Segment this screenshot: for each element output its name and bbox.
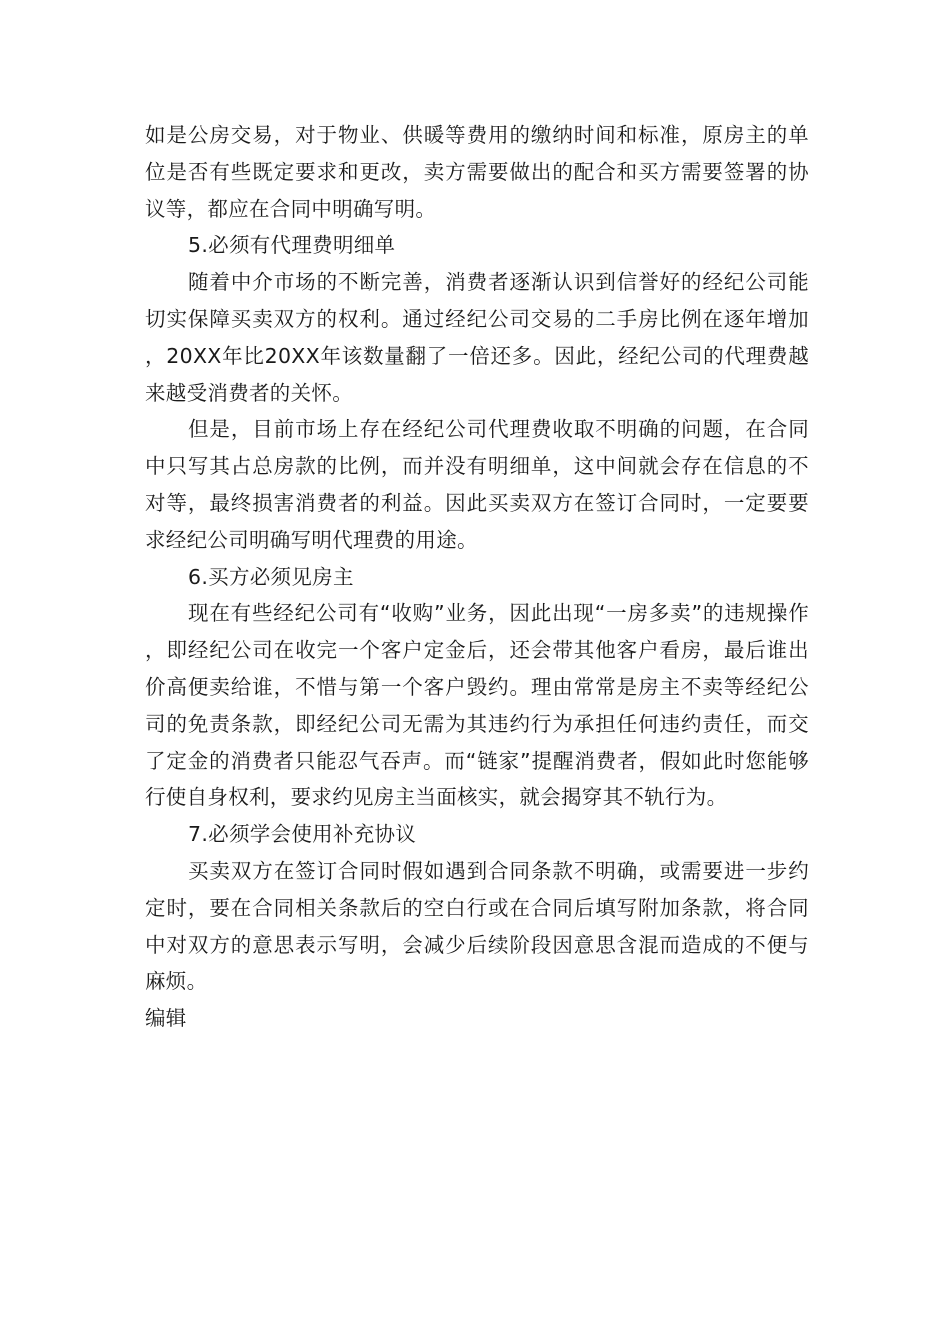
paragraph-agency-fee-issue: 但是，目前市场上存在经纪公司代理费收取不明确的问题，在合同中只写其占总房款的比例，而并没有明细单，这中间就会存在信息的不对等，最终损害消费者的利益。因此买卖双方在签订合同时，一定要要求经纪公司明确写明代理费的用途。: [145, 417, 809, 552]
section-heading-6: 6.买方必须见房主: [188, 564, 354, 589]
paragraph-agency-market: 随着中介市场的不断完善，消费者逐渐认识到信誉好的经纪公司能切实保障买卖双方的权利。通过经纪公司交易的二手房比例在逐年增加，20XX年比20XX年该数量翻了一倍还多。因此，经纪公司的代理费越来越受消费者的关怀。: [145, 270, 809, 405]
edit-label: 编辑: [145, 1006, 187, 1031]
paragraph-meet-owner: 现在有些经纪公司有“收购”业务，因此出现“一房多卖”的违规操作，即经纪公司在收完一个客户定金后，还会带其他客户看房，最后谁出价高便卖给谁，不惜与第一个客户毁约。理由常常是房主不卖等经纪公司的免责条款，即经纪公司无需为其违约行为承担任何违约责任，而交了定金的消费者只能忍气吞声。而“链家”提醒消费者，假如此时您能够行使自身权利，要求约见房主当面核实，就会揭穿其不轨行为。: [145, 601, 809, 810]
section-heading-5: 5.必须有代理费明细单: [188, 233, 396, 258]
document-body: [145, 117, 809, 1037]
section-heading-7: 7.必须学会使用补充协议: [188, 822, 417, 847]
paragraph-public-housing: 如是公房交易，对于物业、供暖等费用的缴纳时间和标准，原房主的单位是否有些既定要求和更改，卖方需要做出的配合和买方需要签署的协议等，都应在合同中明确写明。: [145, 123, 809, 221]
paragraph-supplementary-agreement: 买卖双方在签订合同时假如遇到合同条款不明确，或需要进一步约定时，要在合同相关条款后的空白行或在合同后填写附加条款，将合同中对双方的意思表示写明，会减少后续阶段因意思含混而造成的不便与麻烦。: [145, 858, 809, 994]
